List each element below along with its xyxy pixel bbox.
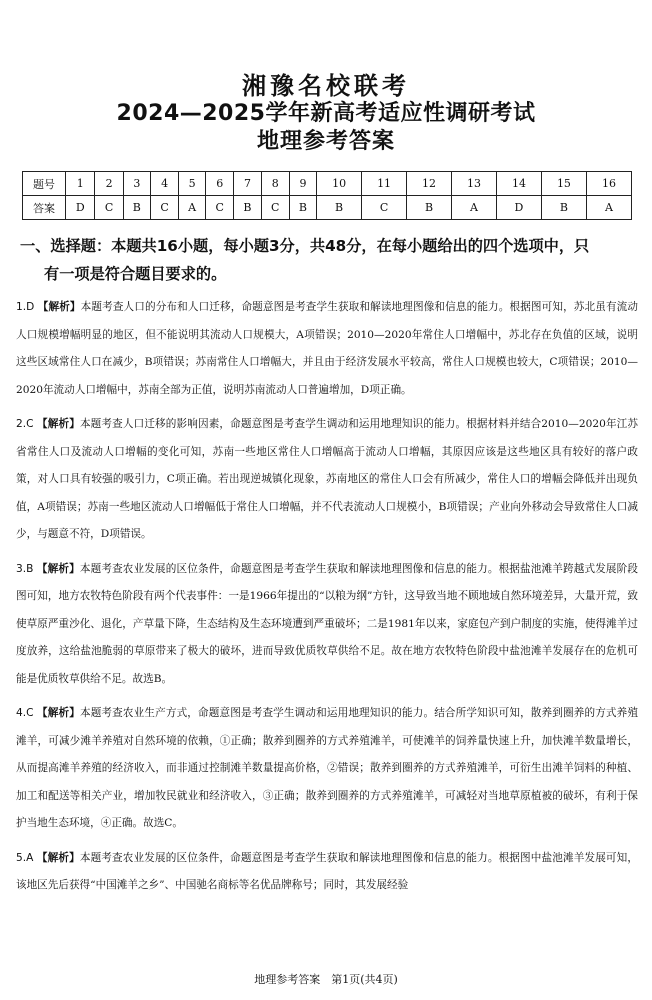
section-heading-line1: 一、选择题：本题共16小题，每小题3分，共48分，在每小题给出的四个选项中，只 bbox=[20, 237, 590, 255]
question-label: 4.C bbox=[16, 707, 34, 719]
answer-cell: D bbox=[66, 196, 95, 220]
answer-cell: B bbox=[289, 196, 316, 220]
answer-cell: B bbox=[317, 196, 362, 220]
explanation-item bbox=[16, 411, 638, 549]
question-number: 13 bbox=[452, 172, 497, 196]
exam-title: 湘豫名校联考 bbox=[242, 72, 410, 100]
exam-subtitle: 2024—2025学年新高考适应性调研考试 bbox=[116, 101, 536, 126]
question-number: 7 bbox=[234, 172, 261, 196]
answer-cell: C bbox=[261, 196, 289, 220]
explanation-item bbox=[16, 700, 638, 838]
answer-cell: B bbox=[123, 196, 150, 220]
question-number: 11 bbox=[362, 172, 407, 196]
explanation-text: 本题考查人口的分布和人口迁移，命题意图是考查学生获取和解读地理图像和信息的能力。根据图可知，苏北虽有流动人口规模增幅明显的地区，但不能说明其流动人口规模大，A项错误；2010—2020年常住人口增幅中，苏北存在负值的区域，说明这些区域常住人口在减少，B项错误；苏南常住人口增幅大，并且由于经济发展水平较高，常住人口规模也较大，C项错误；2010—2020年流动人口增幅中，苏南全部为正值，说明苏南流动人口普遍增加，D项正确。 bbox=[16, 301, 639, 396]
question-number: 6 bbox=[206, 172, 234, 196]
analysis-tag: 【解析】 bbox=[37, 418, 80, 430]
document-title: 地理参考答案 bbox=[256, 129, 395, 154]
question-number: 10 bbox=[317, 172, 362, 196]
explanation-item bbox=[16, 845, 638, 900]
answer-row bbox=[23, 196, 632, 220]
explanation-text: 本题考查人口迁移的影响因素，命题意图是考查学生调动和运用地理知识的能力。根据材料并结合2010—2020年江苏省常住人口及流动人口增幅的变化可知，苏南一些地区常住人口增幅高于流动人口增幅，其原因应该是这些地区具有较好的落户政策，对人口具有较强的吸引力，C项正确。若出现逆城镇化现象，苏南地区的常住人口会有所减少，常住人口的增幅会降低并出现负值，A项错误；苏南一些地区流动人口增幅低于常住人口增幅，并不代表流动人口规模小，B项错误；产业向外移动会导致常住人口减少，与题意不符，D项错误。 bbox=[16, 418, 639, 540]
question-number: 16 bbox=[586, 172, 631, 196]
document-header bbox=[0, 72, 652, 156]
analysis-tag: 【解析】 bbox=[37, 707, 80, 719]
explanation-item bbox=[16, 294, 638, 404]
question-number: 5 bbox=[179, 172, 206, 196]
question-number-row bbox=[23, 172, 632, 196]
answer-cell: C bbox=[95, 196, 123, 220]
answer-table bbox=[22, 171, 632, 220]
question-label: 5.A bbox=[16, 851, 34, 864]
question-number: 12 bbox=[407, 172, 452, 196]
answer-cell: B bbox=[541, 196, 586, 220]
analysis-tag: 【解析】 bbox=[36, 562, 80, 575]
section-heading bbox=[20, 232, 636, 288]
section-heading-line2: 有一项是符合题目要求的。 bbox=[44, 265, 227, 283]
answer-cell: A bbox=[586, 196, 631, 220]
question-number: 9 bbox=[289, 172, 316, 196]
answer-cell: A bbox=[452, 196, 497, 220]
question-label: 2.C bbox=[16, 418, 34, 430]
question-number: 8 bbox=[261, 172, 289, 196]
explanation-text: 本题考查农业发展的区位条件，命题意图是考查学生获取和解读地理图像和信息的能力。根据图中盐池滩羊发展可知，该地区先后获得“中国滩羊之乡”、中国驰名商标等名优品牌称号；同时，其发展经验 bbox=[16, 851, 638, 891]
question-number: 14 bbox=[496, 172, 541, 196]
answer-cell: A bbox=[179, 196, 206, 220]
analysis-tag: 【解析】 bbox=[36, 851, 80, 864]
answer-cell: C bbox=[150, 196, 178, 220]
page-footer: 地理参考答案 第1页(共4页) bbox=[254, 973, 398, 986]
question-number: 4 bbox=[150, 172, 178, 196]
analysis-tag: 【解析】 bbox=[37, 301, 81, 313]
row-label-numbers: 题号 bbox=[23, 172, 66, 196]
explanation-list bbox=[16, 294, 638, 907]
answer-cell: B bbox=[234, 196, 261, 220]
question-label: 1.D bbox=[16, 301, 35, 313]
row-label-answers: 答案 bbox=[23, 196, 66, 220]
question-label: 3.B bbox=[16, 562, 34, 575]
question-number: 15 bbox=[541, 172, 586, 196]
explanation-text: 本题考查农业发展的区位条件，命题意图是考查学生获取和解读地理图像和信息的能力。根据盐池滩羊跨越式发展阶段图可知，地方农牧特色阶段有两个代表事件：一是1966年提出的“以粮为纲”方针，这导致当地不顾地域自然环境差异，大量开荒，致使草原严重沙化、退化，产草量下降，生态结构及生态环境遭到严重破坏；二是1981年以来，家庭包产到户制度的实施，使得滩羊过度放养，这给盐池脆弱的草原带来了极大的破坏，进而导致优质牧草供给不足。故在地方农牧特色阶段中盐池滩羊发展存在的危机可能是优质牧草供给不足。故选B。 bbox=[16, 562, 639, 685]
question-number: 3 bbox=[123, 172, 150, 196]
answer-cell: C bbox=[206, 196, 234, 220]
question-number: 2 bbox=[95, 172, 123, 196]
answer-cell: D bbox=[496, 196, 541, 220]
question-number: 1 bbox=[66, 172, 95, 196]
answer-cell: C bbox=[362, 196, 407, 220]
explanation-text: 本题考查农业生产方式，命题意图是考查学生调动和运用地理知识的能力。结合所学知识可知，散养到圈养的方式养殖滩羊，可减少滩羊养殖对自然环境的依赖，①正确；散养到圈养的方式养殖滩羊，可使滩羊的饲养量快速上升，加快滩羊数量增长，从而提高滩羊养殖的经济收入，而非通过控制滩羊数量提高价格，②错误；散养到圈养的方式养殖滩羊，可衍生出滩羊饲料的种植、加工和配送等相关产业，增加牧民就业和经济收入，③正确；散养到圈养的方式养殖滩羊，可减轻对当地草原植被的破坏，有利于保护当地生态环境，④正确。故选C。 bbox=[16, 707, 638, 829]
answer-cell: B bbox=[407, 196, 452, 220]
explanation-item bbox=[16, 556, 638, 694]
